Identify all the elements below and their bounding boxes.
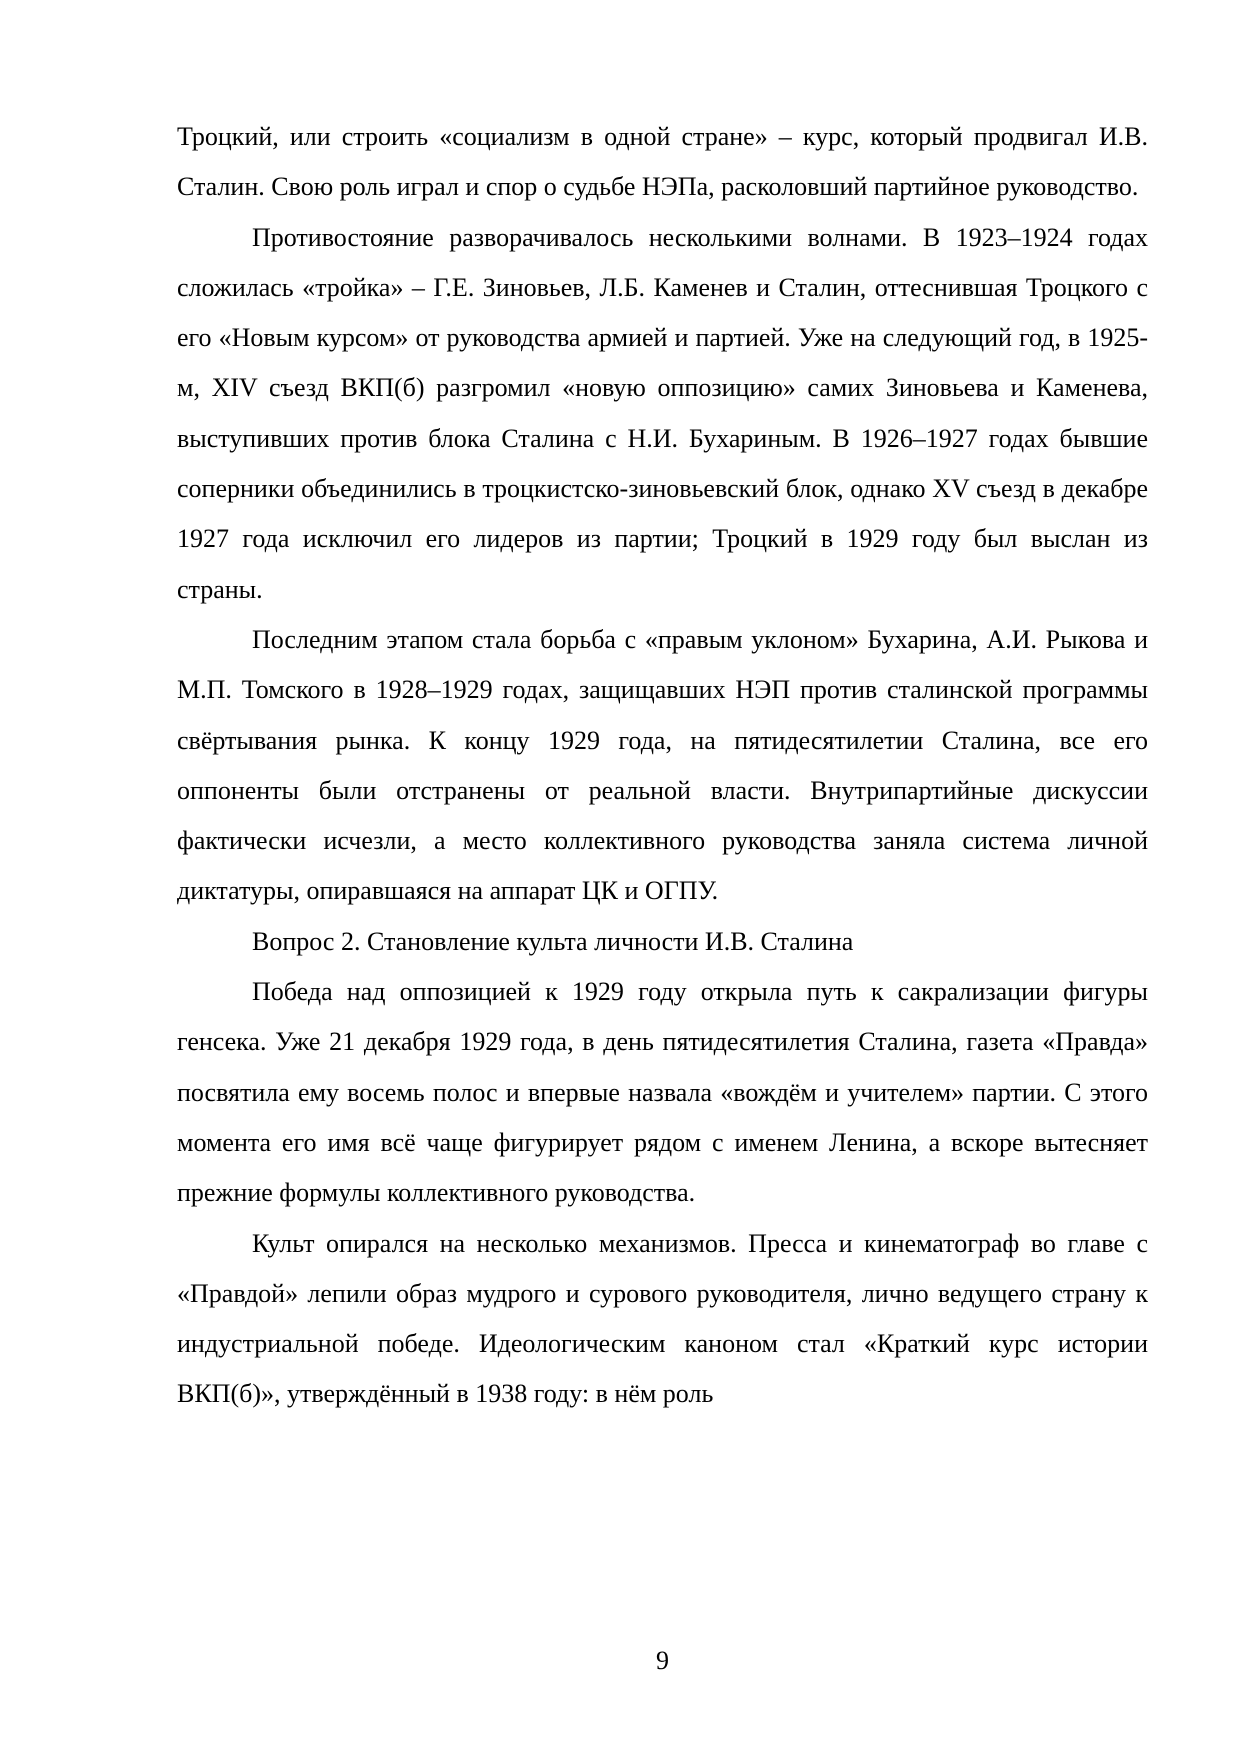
- paragraph-continuation: Троцкий, или строить «социализм в одной стране» – курс, который продвигал И.В. Сталин. Свою роль играл и спор о судьбе НЭПа, расколовший партийное руководство.: [177, 122, 1148, 202]
- paragraph-victory-1929: Победа над оппозицией к 1929 году открыла путь к сакрализации фигуры генсека. Уже 21 декабря 1929 года, в день пятидесятилетия Сталина, газета «Правда» посвятила ему восемь полос и впервые назвала «вождём и учителем» партии. С этого момента его имя всё чаще фигурирует рядом с именем Ленина, а вскоре вытесняет прежние формулы коллективного руководства.: [177, 977, 1148, 1208]
- page-number: 9: [656, 1646, 669, 1675]
- paragraph-opposition-waves: Противостояние разворачивалось несколькими волнами. В 1923–1924 годах сложилась «тройка» – Г.Е. Зиновьев, Л.Б. Каменев и Сталин, оттеснившая Троцкого с его «Новым курсом» от руководства армией и партией. Уже на следующий год, в 1925-м, XIV съезд ВКП(б) разгромил «новую оппозицию» самих Зиновьева и Каменева, выступивших против блока Сталина с Н.И. Бухариным. В 1926–1927 годах бывшие соперники объединились в троцкистско-зиновьевский блок, однако XV съезд в декабре 1927 года исключил его лидеров из партии; Троцкий в 1929 году был выслан из страны.: [177, 222, 1148, 604]
- section-heading-question-2: Вопрос 2. Становление культа личности И.В. Сталина: [252, 926, 854, 956]
- paragraph-right-deviation: Последним этапом стала борьба с «правым уклоном» Бухарина, А.И. Рыкова и М.П. Томского в 1928–1929 годах, защищавших НЭП против сталинской программы свёртывания рынка. К концу 1929 года, на пятидесятилетии Сталина, все его оппоненты были отстранены от реальной власти. Внутрипартийные дискуссии фактически исчезли, а место коллективного руководства заняла система личной диктатуры, опиравшаяся на аппарат ЦК и ОГПУ.: [177, 624, 1148, 906]
- paragraph-cult-mechanisms: Культ опирался на несколько механизмов. Пресса и кинематограф во главе с «Правдой» лепили образ мудрого и сурового руководителя, лично ведущего страну к индустриальной победе. Идеологическим каноном стал «Краткий курс истории ВКП(б)», утверждённый в 1938 году: в нём роль: [177, 1228, 1148, 1409]
- document-body: [177, 112, 1148, 1420]
